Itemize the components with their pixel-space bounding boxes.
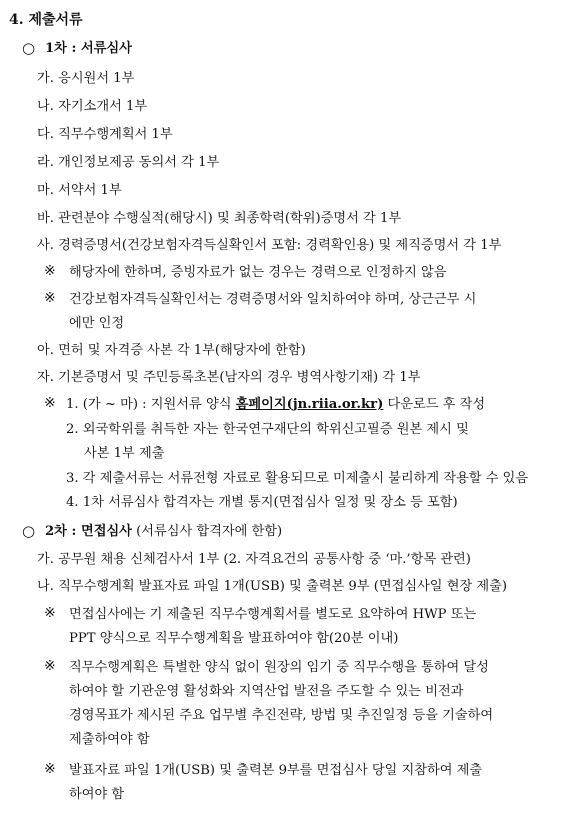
career-note-2-line2: 에만 인정 — [69, 316, 125, 331]
stage2-note-3-line1: 발표자료 파일 1개(USB) 및 출력본 9부를 면접심사 당일 지참하여 제출 — [69, 763, 483, 778]
stage1-item-ra: 라. 개인정보제공 동의서 각 1부 — [37, 155, 220, 170]
stage1-item-na: 나. 자기소개서 1부 — [37, 99, 148, 114]
stage1-item-da: 다. 직무수행계획서 1부 — [37, 127, 173, 142]
stage2-note-2-line2: 하여야 할 기관운영 활성화와 지역산업 발전을 주도할 수 있는 비전과 — [69, 684, 464, 699]
section-title: 4. 제출서류 — [9, 12, 83, 28]
stage1-item-ja: 자. 기본증명서 및 주민등록초본(남자의 경우 병역사항기재) 각 1부 — [37, 370, 421, 385]
stage2-note-2-line4: 제출하여야 함 — [69, 732, 150, 747]
sub-note-2-line2: 사본 1부 제출 — [84, 446, 165, 461]
career-note-1: 해당자에 한하며, 증빙자료가 없는 경우는 경력으로 인정하지 않음 — [69, 265, 447, 280]
stage2-item-na: 나. 직무수행계획 발표자료 파일 1개(USB) 및 출력본 9부 (면접심사일 현장 제출) — [37, 579, 508, 594]
sub-note-3: 3. 각 제출서류는 서류전형 자료로 활용되므로 미제출시 불리하게 작용할 수 있음 — [66, 471, 529, 486]
stage2-item-ga: 가. 공무원 채용 신체검사서 1부 (2. 자격요건의 공통사항 중 ‘마.’항목 관련) — [37, 552, 471, 567]
stage2-note-3-line2: 하여야 함 — [69, 787, 125, 802]
stage1-bullet: ○ — [22, 39, 36, 57]
sub-note-2-line1: 2. 외국학위를 취득한 자는 한국연구재단의 학위신고필증 원본 제시 및 — [66, 422, 469, 437]
stage1-title: 1차 : 서류심사 — [45, 41, 132, 56]
stage1-item-ga: 가. 응시원서 1부 — [37, 71, 135, 86]
stage2-note-2-line3: 경영목표가 제시된 주요 업무별 추진전략, 방법 및 추진일정 등을 기술하여 — [69, 708, 494, 723]
stage1-item-ma: 마. 서약서 1부 — [37, 183, 122, 198]
stage2-title-note: (서류심사 합격자에 한함) — [136, 524, 283, 539]
sub-note-1: 1. (가 ~ 마) : 지원서류 양식 홈페이지(jn.riia.or.kr) 다운로드 후 작성 — [66, 397, 486, 412]
note-mark: ※ — [44, 761, 56, 777]
note-mark: ※ — [44, 658, 56, 674]
stage2-note-1-line1: 면접심사에는 기 제출된 직무수행계획서를 별도로 요약하여 HWP 또는 — [69, 607, 477, 622]
stage1-item-ba: 바. 관련분야 수행실적(해당시) 및 최종학력(학위)증명서 각 1부 — [37, 211, 402, 226]
stage2-note-1-line2: PPT 양식으로 직무수행계획을 발표하여야 함(20분 이내) — [69, 631, 399, 646]
note-mark: ※ — [44, 605, 56, 621]
note-mark: ※ — [44, 290, 56, 306]
stage2-heading — [45, 523, 282, 541]
note-mark: ※ — [44, 395, 56, 411]
homepage-link[interactable]: 홈페이지(jn.riia.or.kr) — [235, 397, 384, 412]
stage2-note-2-line1: 직무수행계획은 특별한 양식 없이 원장의 임기 중 직무수행을 통하여 달성 — [69, 660, 489, 675]
stage2-title: 2차 : 면접심사 — [45, 524, 132, 539]
stage1-item-sa: 사. 경력증명서(건강보험자격득실확인서 포함: 경력확인용) 및 제직증명서 각 1부 — [37, 238, 502, 253]
stage2-bullet: ○ — [22, 522, 36, 540]
note-mark: ※ — [44, 263, 56, 279]
career-note-2-line1: 건강보험자격득실확인서는 경력증명서와 일치하여야 하며, 상근근무 시 — [69, 292, 477, 307]
stage1-item-a: 아. 면허 및 자격증 사본 각 1부(해당자에 한함) — [37, 343, 306, 358]
sub-note-4: 4. 1차 서류심사 합격자는 개별 통지(면접심사 일정 및 장소 등 포함) — [66, 495, 458, 510]
